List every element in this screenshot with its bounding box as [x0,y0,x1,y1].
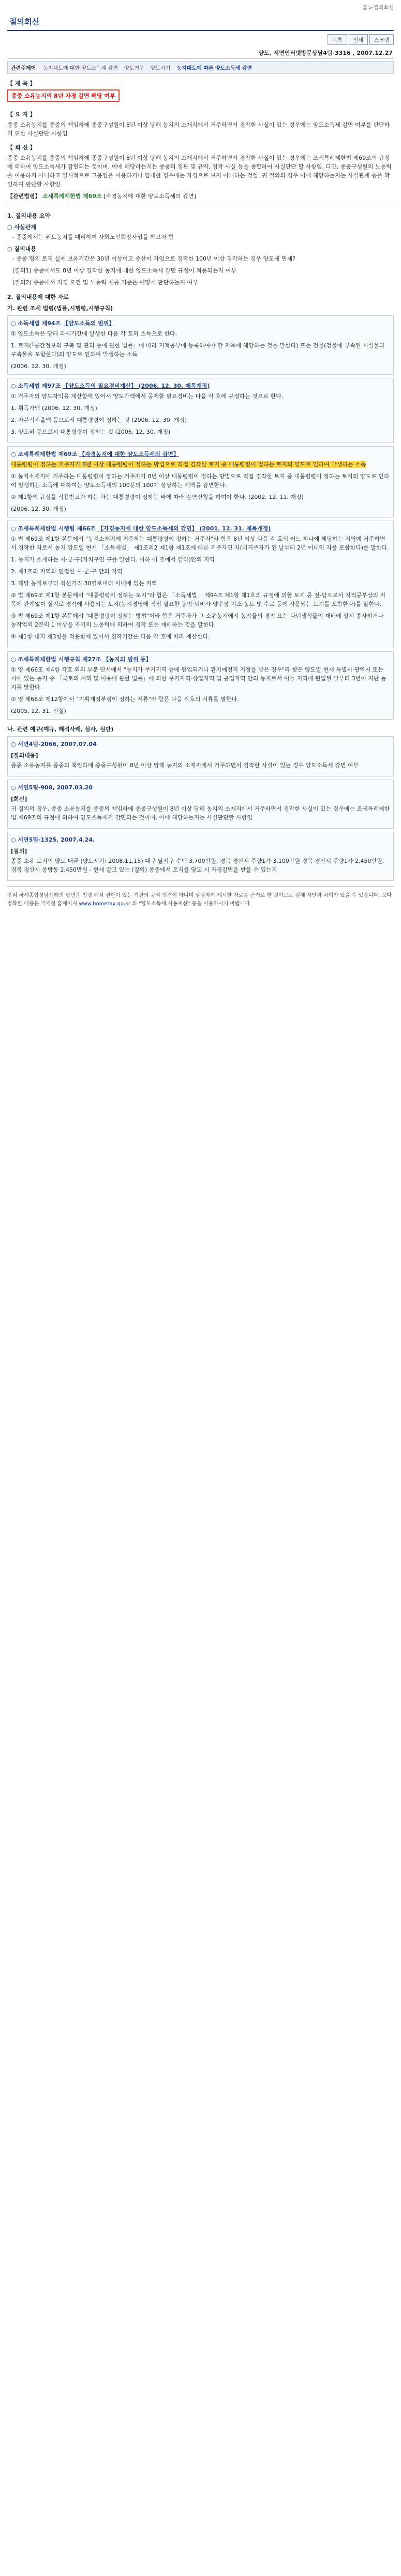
law-title [11,319,390,327]
law-clause: ② 제1항의 규정을 적용받고자 하는 자는 대통령령이 정하는 바에 따라 감면신청을 하여야 한다. (2002. 12. 11. 개정) [11,493,304,500]
law-name: ○ 조세특례제한법 제69조 [11,450,78,458]
law-clause: 3. 해당 농지로부터 직선거리 30킬로미터 이내에 있는 지역 [11,580,157,587]
related-topic-item-active[interactable]: 농지대토에 따른 양도소득세 감면 [176,66,253,71]
law-name: ○ 조세특례제한법 시행규칙 제27조 [11,656,101,663]
related-topic-item[interactable]: 양도거주 [124,66,144,71]
law-list [7,315,394,720]
breadcrumb-current[interactable]: 질의회신 [374,5,394,11]
question-item: - 종중 명의 토지 실제 보유기간은 30년 이상이고 종산이 가업으로 경작한 100년 이상 경작하는 경우 양도세 면제? [12,255,296,263]
summary-text: 종중 소유농지를 종중의 책임하에 종중구성원이 8년 이상 당해 농지의 소재지에서 거주하면서 경작한 사실이 있는 경우에는 양도소득세 감면 여부를 판단하기 위한 사실판단 사항임 [7,121,390,138]
law-block [7,378,394,443]
related-law-label: 【관련법령】 [7,193,41,200]
law-name: ○ 소득세법 제97조 [11,382,61,389]
case-subheading: [질의] [11,847,27,855]
case-block [7,780,394,829]
law-block [7,651,394,720]
reply-heading: 【 회 신 】 [7,144,36,151]
law-subject-link[interactable]: 【농지의 범위 등】 [103,656,152,663]
related-topics-label: 관련주제어 [11,66,36,71]
case-list [7,736,394,881]
law-block [7,315,394,375]
section1-heading: 1. 질의내용 요약 [7,212,51,220]
question-heading: ○ 질의내용 [7,246,36,253]
law-subject-link[interactable]: 【양도소득의 범위】 [63,319,115,327]
law-name: ○ 조세특례제한법 시행령 제66조 [11,525,96,532]
law-revision-note: (2006. 12. 30. 개정) [11,362,66,370]
law-clause: ② 영 제66조 제12항에서 "기획재정부령이 정하는 서류"라 함은 다음 각호의 서류를 말한다. [11,695,239,703]
related-law-link[interactable]: 조세특례제한법 제69조 [42,193,102,200]
law-title [11,382,390,390]
subject-heading: 【 제 목 】 [7,80,36,87]
law-clause: 2. 제1호의 지역과 연접한 시·군·구 안의 지역 [11,568,123,575]
related-topic-item[interactable]: 양도시기 [150,66,171,71]
section3-heading: 나. 관련 예규(예규, 해석사례, 심사, 심판) [7,725,114,733]
case-block [7,736,394,776]
law-title [11,450,390,458]
question-item: (질의2) 종중에서 자경 요건 및 노동력 제공 기준은 어떻게 판단하는지 여부 [12,279,198,286]
law-clause: ① 농지소재지에 거주하는 대통령령이 정하는 거주자가 8년 이상 대통령령이 정하는 방법으로 직접 경작한 토지 중 대통령령이 정하는 토지의 양도로 인하여 발생하는 소득에 대하여는 양도소득세의 100분의 100에 상당하는 세액을 감면한다. [11,472,390,489]
question-item: (질의1) 종중에서도 8년 이상 경작한 농지에 대한 양도소득세 감면 규정이 적용되는지 여부 [12,267,236,275]
law-name: ○ 소득세법 제94조 [11,319,61,327]
highlight-text: 대통령령이 정하는 거주자가 8년 이상 대통령령이 정하는 방법으로 직접 경작한 토지 중 대통령령이 정하는 토지의 양도로 인하여 발생하는 소득 [11,461,366,468]
toolbar [7,34,394,45]
law-clause: 3. 양도비 등으로서 대통령령이 정하는 것 (2006. 12. 30. 개정) [11,428,171,435]
footer-text: 우리 국세종합상담센터의 답변은 법령 해석 권한이 있는 기관의 공식 의견이 아니며 상담자가 제시한 자료를 근거로 한 것이므로 실제 사안과 차이가 있을 수 있습니다. 보다 정확한 내용은 국세청 홈페이지 [7,892,392,907]
law-title [11,655,390,663]
footer-tail: 의 "양도소득세 자동계산" 등을 이용하시기 바랍니다. [132,901,252,907]
list-button[interactable]: 목록 [328,34,347,45]
law-clause: ④ 제1항 내지 제3항을 적용함에 있어서 경작기간은 다음 각 호에 따라 계산한다. [11,633,210,641]
law-block [7,521,394,648]
law-subject-link[interactable]: 【자경농지에 대한 양도소득세의 감면】 (2001. 12. 31. 제목개정) [97,525,271,532]
subject-text: 종중 소유농지의 8년 자경 감면 해당 여부 [7,89,120,102]
case-subheading: [질의내용] [11,752,38,759]
breadcrumb: 홈 > 질의회신 [362,5,394,11]
law-clause: 1. 취득가액 (2006. 12. 30. 개정) [11,404,97,411]
breadcrumb-home[interactable]: 홈 [362,5,367,11]
case-body: 귀 질의의 경우, 종중 소유농지를 종중의 책임하에 종중구성원이 8년 이상 당해 농지의 소재지에서 거주하면서 경작한 사실이 있는 경우에는 조세특례제한법 제69조의 규정에 의하여 양도소득세가 감면되는 것이며, 이에 해당하는지는 사실판단할 사항임 [11,805,390,821]
law-clause: 1. 토지(「공간정보의 구축 및 관리 등에 관한 법률」에 따라 지적공부에 등록하여야 할 지목에 해당하는 것을 말한다) 또는 건물(건물에 부속된 시설물과 구축물을 포함한다)의 양도로 인하여 발생하는 소득 [11,342,385,358]
section2-heading: 2. 질의내용에 대한 자료 [7,293,69,300]
print-button[interactable]: 인쇄 [349,34,368,45]
scrap-button[interactable]: 스크랩 [369,34,394,45]
footer-link[interactable]: www.hometax.go.kr [79,901,130,907]
law-clause: ① 법 제69조 제1항 본문에서 "농지소재지에 거주하는 대통령령이 정하는 거주자"라 함은 8년 이상 다음 각 호의 어느 하나에 해당하는 지역에 거주하면서 경작한 자로서 농지 양도일 현재 「소득세법」 제1조의2 제1항 제1호에 따른 거주자인 자(비거주자가 된 날부터 2년 이내인 자를 포함한다)를 말한다. [11,536,389,552]
facts-heading: ○ 사실관계 [7,224,36,231]
summary-heading: 【 요 지 】 [7,111,36,118]
case-subheading: [회신] [11,795,27,802]
related-topic-item[interactable]: 농지대토에 대한 양도소득세 감면 [43,66,118,71]
related-law-line [7,192,394,201]
document-number: 양도, 서면인터넷방문상담4팀-3316 , 2007.12.27 [7,47,394,59]
law-title [11,524,390,532]
case-title[interactable]: ○ 서면5팀-908, 2007.03.20 [11,784,93,791]
law-highlight [11,460,390,469]
law-clause: ① 양도소득은 당해 과세기간에 발생한 다음 각 호의 소득으로 한다. [11,330,177,337]
reply-text: 종중 소유농지를 종중의 책임하에 종중구성원이 8년 이상 당해 농지의 소재지에서 거주하면서 경작한 사실이 있는 경우에는 조세특례제한법 제69조의 규정에 의하여 양도소득세가 감면되는 것이며, 이에 해당하는지는 종중의 정관 및 규약, 경작 사실 등을 종합하여 사실판단 할 사항임. 다만, 종중구성원의 노동력을 이용하지 아니하고 일시적으로 고용인을 이용하거나 임대한 경우에는 자경으로 보지 아니하는 것임. 귀 질의의 경우 이에 해당하는지는 사실관계 등을 확인하여 판단할 사항임 [7,155,392,188]
law-clause: ② 법 제69조 제1항 본문에서 "대통령령이 정하는 토지"라 함은 「소득세법」 제94조 제1항 제1호의 규정에 의한 토지 중 전·답으로서 지적공부상의 지목에 관계없이 실지로 경작에 사용되는 토지(농지경영에 직접 필요한 농막·퇴비사·양수장·지소·농도 및 수로 등에 사용되는 토지를 포함한다)를 말한다. [11,592,386,608]
law-clause: 2. 자본적지출액 등으로서 대통령령이 정하는 것 (2006. 12. 30. 개정) [11,416,187,423]
section2-subheading: 가. 관련 조세 법령(법률,시행령,시행규칙) [7,304,113,312]
law-subject-link[interactable]: 【양도소득의 필요경비계산】 (2006. 12. 30. 제목개정) [63,382,210,389]
law-subject-link[interactable]: 【자경농지에 대한 양도소득세의 감면】 [79,450,179,458]
law-revision-note: (2006. 12. 30. 개정) [11,506,66,513]
related-topics-bar [7,61,394,74]
case-block [7,832,394,881]
law-revision-note: (2005. 12. 31. 신설) [11,707,66,714]
law-clause: ① 영 제66조 제4항 각호 외의 부분 단서에서 "농지가 주거지역 등에 편입되거나 환지예정지 지정을 받은 경우"라 함은 양도일 현재 특별시·광역시 또는 시에 있는 농지 중 「국토의 계획 및 이용에 관한 법률」에 의한 주거지역·상업지역 및 공업지역 안의 농지로서 이들 지역에 편입된 날부터 3년이 지난 농지를 말한다. [11,666,387,691]
case-title[interactable]: ○ 서면4팀-2066, 2007.07.04 [11,740,97,748]
question-list [7,254,394,287]
related-law-desc: [자경농지에 대한 양도소득세의 감면] [103,193,196,200]
case-body: 종중 소유농지를 종중의 책임하에 종중구성원이 8년 이상 당해 농지의 소재지에서 거주하면서 경작한 사실이 있는 경우 양도소득세 감면 여부 [11,761,359,769]
case-body: 종중 소유 토지의 양도 대금 (양도시기: 2008.11.15) 대구 달서구 수백 3,700만원, 경북 경산시 주량1가 3,100만원 경북 경산시 주량1가 2,450만원, 경북 경산시 중방동 2,450만원 - 현재 갈고 있는 (질의) 종중에서 토지를 양도 시 자경감면을 받을 수 있는지 [11,857,384,873]
fact-item: - 종중에서는 위토농지를 대리하여 사회노인회장사업을 하고자 함 [12,234,174,241]
law-block [7,446,394,517]
page-title: 질의회신 [7,14,394,31]
law-clause: ③ 법 제69조 제1항 본문에서 "대통령령이 정하는 방법"이라 함은 거주자가 그 소유농지에서 농작물의 경작 또는 다년생식물의 재배에 상시 종사하거나 농작업의 2분의 1 이상을 자기의 노동력에 의하여 경작 또는 재배하는 것을 말한다. [11,613,384,629]
case-title[interactable]: ○ 서면5팀-1325, 2007.4.24. [11,836,95,843]
page [0,0,401,919]
facts-list [7,233,394,241]
law-clause: 1. 농지가 소재하는 시·군·구(자치구인 구를 말한다. 이하 이 조에서 같다)안의 지역 [11,556,215,563]
law-clause: ① 거주자의 양도차익을 계산함에 있어서 양도가액에서 공제할 필요경비는 다음 각 호에 규정하는 것으로 한다. [11,392,284,400]
divider [7,886,394,887]
footer-notice [7,892,394,908]
